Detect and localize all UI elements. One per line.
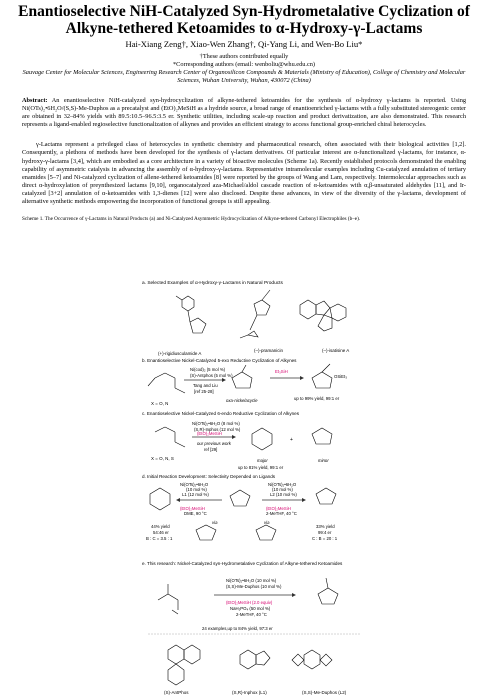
panel-d-product-C bbox=[316, 488, 336, 504]
panel-b-x-label: X = O, N bbox=[151, 401, 169, 406]
ligand-antphos-structure bbox=[168, 645, 200, 685]
ligand-duphos-structure bbox=[292, 650, 332, 669]
paper-title: Enantioselective NiH-Catalyzed Syn-Hydrometalative Cyclization of Alkyne-tethered Ketoamides to α-Hydroxy-γ-Lactams bbox=[18, 3, 470, 37]
panel-c-minor-product bbox=[312, 428, 332, 444]
panel-b-arrowhead-2 bbox=[300, 376, 304, 380]
ligand-duphos-label: (S,S)-Me-Duphos (L2) bbox=[302, 690, 347, 695]
panel-c-cond-4: our previous work bbox=[197, 441, 231, 446]
panel-b-substrate bbox=[148, 373, 185, 393]
panel-d-l1-cond-4: (EtO)₂MeSiH bbox=[180, 506, 205, 511]
author-list: Hai-Xiang Zeng†, Xiao-Wen Zhang†, Qi-Yang Li, and Wen-Bo Liu* bbox=[125, 39, 363, 49]
panel-c-x-label: X = O, N, S bbox=[151, 456, 174, 461]
panel-e-product bbox=[318, 578, 338, 604]
panel-b-product-label: OSiEt₃ bbox=[334, 374, 347, 379]
abstract-label: Abstract: bbox=[22, 97, 48, 104]
panel-c-cond-2: (S,R)-Inphos (12 mol %) bbox=[194, 427, 241, 432]
panel-b-cond-3: Tang and Liu bbox=[193, 383, 218, 388]
panel-e-arrowhead bbox=[292, 593, 296, 597]
abstract-text: An enantioselective NiH-catalyzed syn-hydrocyclization of alkyne-tethered ketoamides for the synthesis of α-hydroxy γ-lactams is reported. Using Ni(OTs)₂•6H₂O/(S,S)-Me-Duphos as a precatalyst and (EtO)₂MeSiH as a hydride source, a broad range of enantioenriched γ-lactams with a fully substituted stereogenic center are obtained in 32–84% yields with 89.5:10.5–96.5:3.5 er. Synthetic utilities, including scale-up reaction and product derivatization, are also demonstrated. This research represents a ligand-enabled regioselective functionalization of alkynes and provides an efficient strategy to access functional group-enriched chiral heterocycles. bbox=[22, 97, 466, 129]
panel-d-B-er: 54:46 er bbox=[153, 530, 169, 535]
panel-e-title: e. This research: Nickel-Catalyzed syn-Hydrometalative Cyclization of Alkyne-tethered Ketoamides bbox=[142, 561, 343, 566]
natural-product-2-structure bbox=[240, 290, 270, 338]
natural-product-3-label: (–)-isatisine A bbox=[322, 348, 350, 353]
natural-product-3-structure bbox=[300, 300, 346, 331]
panel-d-l1-cond-5: DME, 90 °C bbox=[184, 511, 207, 516]
panel-d-l2-cond-4: (EtO)₂MeSiH bbox=[266, 506, 291, 511]
panel-d-via-1: via bbox=[212, 520, 218, 525]
panel-d-l1-cond-1: Ni(OTs)₂•6H₂O bbox=[180, 482, 209, 487]
panel-d-l2-cond-1: Ni(OTs)₂•6H₂O bbox=[268, 482, 297, 487]
panel-d-C-er: 99:4 er bbox=[318, 530, 332, 535]
panel-b-intermediate-label: oxa-nickelacycle bbox=[226, 398, 258, 403]
panel-c-title: c. Enantioselective Nickel-Catalyzed 6-endo Reductive Cyclization of Alkynes bbox=[142, 411, 300, 416]
natural-product-2-label: (–)-pramanicin bbox=[254, 348, 284, 353]
panel-c-plus: + bbox=[290, 437, 293, 443]
panel-b-title: b. Enantioselective Nickel-Catalyzed 5-exo Reductive Cyclization of Alkynes bbox=[142, 358, 297, 363]
intro-paragraph: γ-Lactams represent a privileged class of heterocycles in synthetic chemistry and pharmaceutical research, often associated with their biological activities [1,2]. Consequently, a plethora of methods have been developed for the synthesis of γ-lactam derivatives. Of particular interest are α-functionalized γ-lactams, for instance, α-hydroxy-γ-lactams [3,4], which are embodied as a core architecture in a variety of bioactive molecules (Scheme 1a). Recently established protocols demonstrated the enabling capability of asymmetric catalysis in advancing the assembly of α-hydroxy-γ-lactams. Representative intramolecular examples including Cu-catalyzed annulation of tertiary enamides [5–7] and Ni-catalyzed cyclization of allene-tethered ketoamides [8] were reported by the groups of Wang and Lam, respectively. Intermolecular approaches such as direct α-hydroxylation of preynthesized lactams [9,10], organocatalyzed aza-Michael/aldol cascade reaction of α-ketoamides with α,β-unsaturated aldehydes [11], and Ir-catalyzed [3+2] annulation of α-ketoamides with 1,3-dienes [12] were also disclosed. Despite these advances, in view of the diversity of the γ-lactams, development of alternative synthetic methods empowering the incorporation of functional groups is still appealing. bbox=[22, 141, 466, 206]
panel-c-major-label: major bbox=[257, 458, 268, 463]
panel-d-substrate-A bbox=[230, 490, 250, 506]
ligand-inphox-structure bbox=[240, 650, 270, 669]
panel-d-l2-cond-3: L2 (10 mol %) bbox=[270, 492, 297, 497]
panel-d-C-ratio: C : B = 20 : 1 bbox=[312, 536, 338, 541]
corresponding-note: *Corresponding authors (email: wenboliu@whu.edu.cn) bbox=[172, 61, 316, 68]
panel-a-title: a. Selected Examples of α-Hydroxy-γ-Lactams in Natural Products bbox=[142, 281, 283, 286]
panel-b-silane: Et₃SiH bbox=[275, 369, 288, 374]
panel-d-arrowhead-left bbox=[176, 498, 180, 502]
natural-product-1-structure bbox=[176, 296, 206, 333]
panel-d-l1-cond-3: L1 (12 mol %) bbox=[182, 492, 209, 497]
panel-c-arrowhead bbox=[232, 435, 236, 439]
panel-e-cond-3: (EtO)₂MeSiH (2.0 equiv) bbox=[226, 600, 273, 605]
panel-d-l2-cond-2: (10 mol %) bbox=[272, 487, 293, 492]
panel-d-C-yield: 33% yield bbox=[316, 524, 335, 529]
panel-d-intermediates bbox=[196, 525, 276, 540]
panel-c-minor-label: minor bbox=[318, 458, 329, 463]
panel-c-substrate bbox=[155, 427, 185, 447]
panel-c-cond-5: ref [29] bbox=[204, 447, 218, 452]
panel-d-l2-cond-5: 2-MeTHF, 40 °C bbox=[266, 511, 297, 516]
panel-d-title: d. Initial Reaction Development: Selectivity Depended on Ligands bbox=[142, 474, 276, 479]
abstract bbox=[0, 97, 488, 129]
affiliation: Sauvage Center for Molecular Sciences, Engineering Research Center of Organosilicon Compounds & Materials (Ministry of Education), College of Chemistry and Molecular Sciences, Wuhan University, Wuhan, 430072 (China) bbox=[22, 69, 466, 84]
panel-d-B-yield: 44% yield bbox=[151, 524, 170, 529]
paper-header bbox=[0, 0, 488, 85]
ligand-inphox-label: (S,R)-Inphox (L1) bbox=[232, 690, 267, 695]
panel-b-nickelacycle bbox=[232, 365, 252, 388]
panel-e-cond-4: NaH₂PO₄ (50 mol %) bbox=[230, 606, 271, 611]
panel-c-cond-3: (EtO)₂MeSiH bbox=[197, 431, 222, 436]
panel-b-arrowhead bbox=[222, 378, 226, 382]
panel-b-cond-2: (S)-Antphos (5 mol %) bbox=[190, 373, 233, 378]
panel-d-l1-cond-2: (10 mol %) bbox=[186, 487, 207, 492]
panel-e-cond-2: (S,S)-Me-Duphos (10 mol %) bbox=[226, 584, 282, 589]
natural-product-1-label: (+)-rigidiusculamide A bbox=[158, 351, 202, 356]
panel-c-yield: up to 81% yield, 99:1 er bbox=[238, 465, 284, 470]
equal-contribution-note: †These authors contributed equally bbox=[199, 53, 289, 60]
scheme-caption: Scheme 1. The Occurrence of γ-Lactams in Natural Products (a) and Ni-Catalyzed Asymmetric Hydrocyclization of Alkyne-tethered Carbonyl Electrophiles (b–e). bbox=[22, 216, 361, 223]
panel-d-via-2: via bbox=[264, 520, 270, 525]
panel-c-cond-1: Ni(OTs)₂•6H₂O (8 mol %) bbox=[192, 421, 240, 426]
panel-e-scope: 24 examples,up to 84% yield, 97:3 er bbox=[202, 626, 273, 631]
panel-b-product bbox=[312, 364, 332, 388]
panel-d-B-ratio: B : C = 3.5 : 1 bbox=[146, 536, 173, 541]
panel-d-product-B bbox=[150, 488, 170, 510]
panel-b-yield: up to 99% yield, 99:1 er bbox=[294, 396, 340, 401]
panel-d-arrowhead-right bbox=[302, 498, 306, 502]
ligand-antphos-label: (S)-AntPhos bbox=[164, 690, 189, 695]
panel-b-cond-4: [ref 25-28] bbox=[194, 389, 214, 394]
panel-e-substrate bbox=[158, 584, 178, 614]
panel-e-cond-1: Ni(OTs)₂•6H₂O (10 mol %) bbox=[226, 578, 277, 583]
panel-e-cond-5: 2-MeTHF, 40 °C bbox=[236, 612, 267, 617]
panel-b-cond-1: Ni(cod)₂ (5 mol %) bbox=[190, 367, 226, 372]
panel-c-major-product bbox=[252, 428, 272, 450]
